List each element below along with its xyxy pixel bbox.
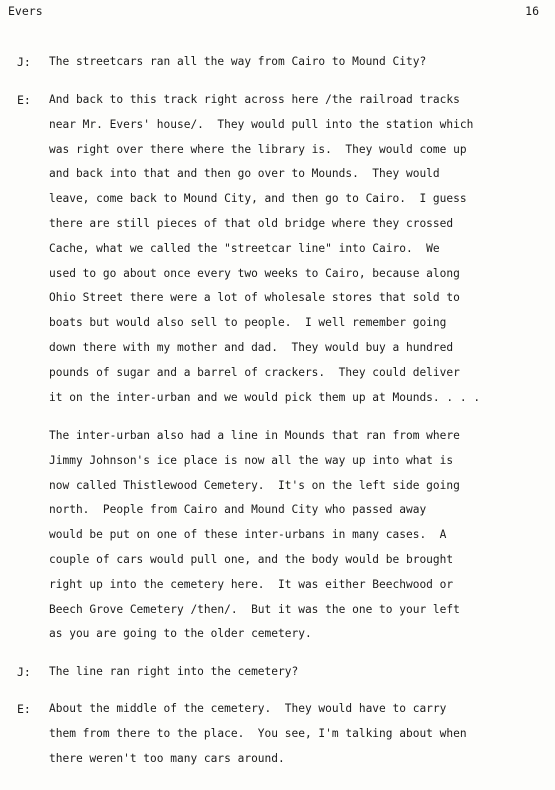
- header-name: Evers: [8, 4, 43, 18]
- paragraph-text: [49, 50, 549, 75]
- text-line: About the middle of the cemetery. They would have to carry: [49, 702, 447, 715]
- speaker-label: E:: [17, 93, 31, 107]
- text-line: couple of cars would pull one, and the body would be brought: [49, 552, 454, 566]
- text-line: would be put on one of these inter-urbans in many cases. A: [49, 528, 447, 542]
- speaker-label: J:: [17, 55, 31, 69]
- paragraph-text: [49, 88, 549, 410]
- text-line: The streetcars ran all the way from Cairo to Mound City?: [49, 55, 427, 68]
- text-line: right up into the cemetery here. It was either Beechwood or: [49, 577, 454, 591]
- text-line: And back to this track right across here /the railroad tracks: [49, 93, 460, 106]
- text-line: down there with my mother and dad. They would buy a hundred: [49, 340, 454, 354]
- text-line: was right over there where the library is. They would come up: [49, 142, 467, 156]
- text-line: now called Thistlewood Cemetery. It's on the left side going: [49, 478, 460, 492]
- text-line: and back into that and then go over to Mounds. They would: [49, 167, 440, 181]
- paragraph-text: [49, 660, 549, 685]
- speaker-label: J:: [17, 665, 31, 679]
- paragraph-text: [49, 697, 549, 771]
- text-line: near Mr. Evers' house/. They would pull into the station which: [49, 117, 474, 131]
- text-line: there are still pieces of that old bridge where they crossed: [49, 216, 454, 230]
- text-line: The inter-urban also had a line in Mounds that ran from where: [49, 429, 460, 442]
- text-line: boats but would also sell to people. I well remember going: [49, 316, 447, 330]
- text-line: them from there to the place. You see, I'm talking about when: [49, 726, 467, 740]
- text-line: used to go about once every two weeks to Cairo, because along: [49, 266, 460, 280]
- speaker-label: E:: [17, 702, 31, 716]
- text-line: it on the inter-urban and we would pick them up at Mounds. . . .: [49, 390, 481, 404]
- text-line: as you are going to the older cemetery.: [49, 627, 312, 641]
- text-line: Cache, what we called the "streetcar line" into Cairo. We: [49, 241, 440, 255]
- page-number: 16: [525, 4, 539, 18]
- text-line: Jimmy Johnson's ice place is now all the way up into what is: [49, 453, 454, 467]
- text-line: pounds of sugar and a barrel of crackers. They could deliver: [49, 365, 460, 379]
- text-line: Ohio Street there were a lot of wholesale stores that sold to: [49, 291, 460, 305]
- text-line: The line ran right into the cemetery?: [49, 665, 299, 678]
- text-line: Beech Grove Cemetery /then/. But it was the one to your left: [49, 602, 460, 616]
- text-line: there weren't too many cars around.: [49, 751, 285, 765]
- text-line: north. People from Cairo and Mound City who passed away: [49, 503, 427, 517]
- paragraph-text: [49, 424, 549, 647]
- text-line: leave, come back to Mound City, and then go to Cairo. I guess: [49, 192, 467, 206]
